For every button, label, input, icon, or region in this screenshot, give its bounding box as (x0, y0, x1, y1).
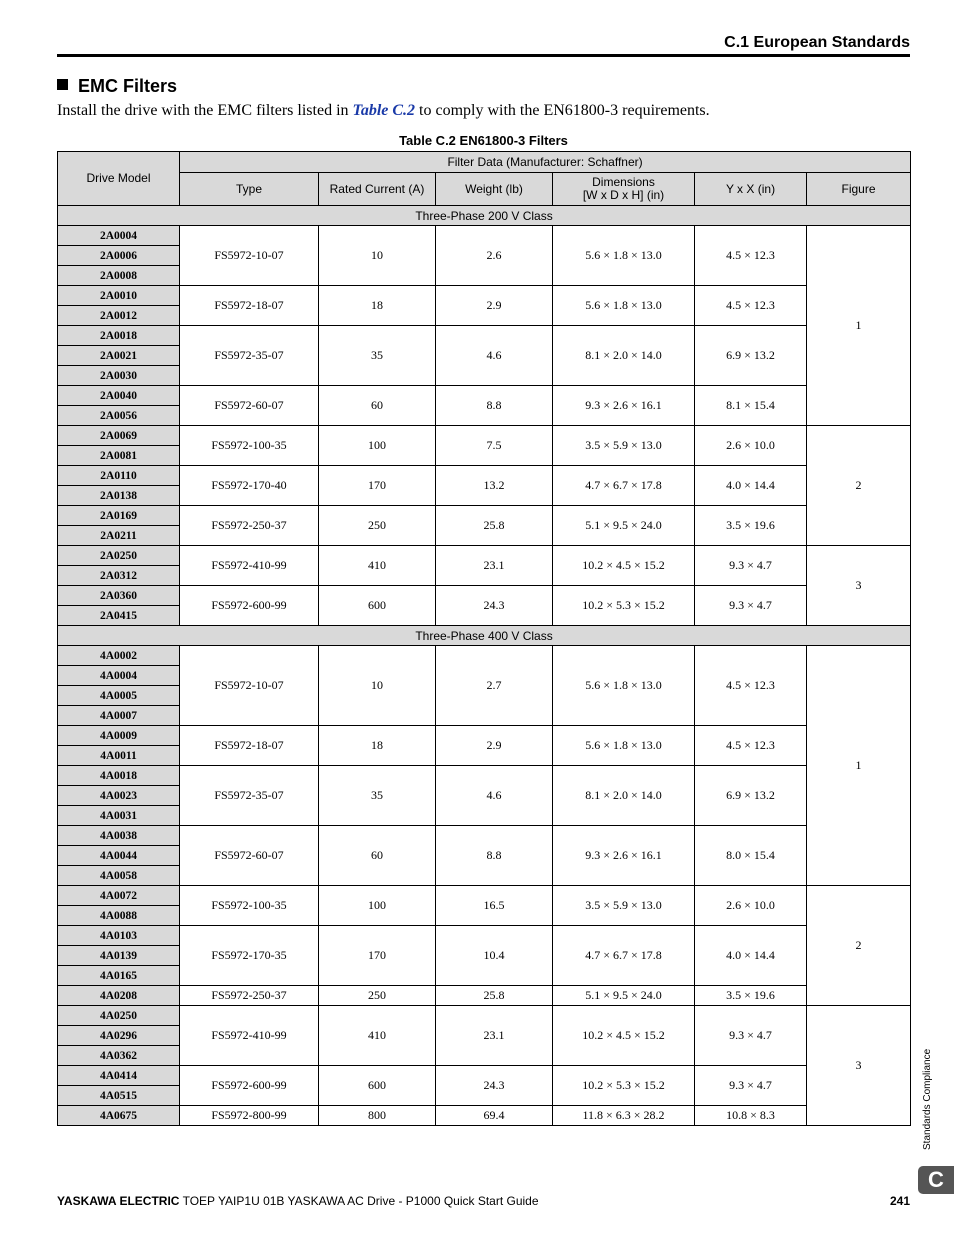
yx-cell: 4.5 × 12.3 (695, 286, 807, 326)
yx-cell: 4.0 × 14.4 (695, 466, 807, 506)
rated-current-cell: 100 (319, 426, 436, 466)
drive-model-cell: 4A0002 (58, 646, 180, 666)
drive-model-cell: 2A0012 (58, 306, 180, 326)
table-row (58, 426, 911, 446)
drive-model-cell: 4A0023 (58, 786, 180, 806)
table-row (58, 826, 911, 846)
yx-cell: 4.5 × 12.3 (695, 726, 807, 766)
dimensions-cell: 10.2 × 5.3 × 15.2 (553, 586, 695, 626)
yx-cell: 6.9 × 13.2 (695, 326, 807, 386)
yx-cell: 9.3 × 4.7 (695, 546, 807, 586)
header-dimensions-line2: [W x D x H] (in) (582, 188, 665, 202)
yx-cell: 2.6 × 10.0 (695, 426, 807, 466)
weight-cell: 4.6 (436, 326, 553, 386)
dimensions-cell: 5.6 × 1.8 × 13.0 (553, 726, 695, 766)
table-row (58, 766, 911, 786)
drive-model-cell: 4A0208 (58, 986, 180, 1006)
filter-type-cell: FS5972-35-07 (180, 326, 319, 386)
drive-model-cell: 4A0296 (58, 1026, 180, 1046)
filter-type-cell: FS5972-10-07 (180, 646, 319, 726)
rated-current-cell: 600 (319, 1066, 436, 1106)
section-heading (57, 76, 177, 97)
table-row (58, 386, 911, 406)
dimensions-cell: 9.3 × 2.6 × 16.1 (553, 826, 695, 886)
drive-model-cell: 4A0515 (58, 1086, 180, 1106)
drive-model-cell: 4A0362 (58, 1046, 180, 1066)
rated-current-cell: 800 (319, 1106, 436, 1126)
drive-model-cell: 2A0018 (58, 326, 180, 346)
header-weight: Weight (lb) (436, 173, 553, 206)
yx-cell: 10.8 × 8.3 (695, 1106, 807, 1126)
rated-current-cell: 35 (319, 326, 436, 386)
table-row (58, 1106, 911, 1126)
rated-current-cell: 60 (319, 386, 436, 426)
table-row (58, 926, 911, 946)
table-row (58, 986, 911, 1006)
dimensions-cell: 5.1 × 9.5 × 24.0 (553, 506, 695, 546)
table-row (58, 226, 911, 246)
table-row (58, 1006, 911, 1026)
drive-model-cell: 2A0030 (58, 366, 180, 386)
weight-cell: 2.9 (436, 726, 553, 766)
heading-text: EMC Filters (78, 76, 178, 96)
side-tab-label: Standards Compliance (922, 1048, 933, 1150)
drive-model-cell: 2A0415 (58, 606, 180, 626)
weight-cell: 16.5 (436, 886, 553, 926)
weight-cell: 69.4 (436, 1106, 553, 1126)
drive-model-cell: 2A0169 (58, 506, 180, 526)
chapter-tab[interactable]: C (918, 1166, 954, 1194)
rated-current-cell: 100 (319, 886, 436, 926)
header-dimensions (553, 173, 695, 206)
drive-model-cell: 2A0056 (58, 406, 180, 426)
drive-model-cell: 2A0040 (58, 386, 180, 406)
intro-paragraph (57, 102, 710, 120)
drive-model-cell: 4A0250 (58, 1006, 180, 1026)
drive-model-cell: 4A0009 (58, 726, 180, 746)
dimensions-cell: 3.5 × 5.9 × 13.0 (553, 426, 695, 466)
yx-cell: 4.5 × 12.3 (695, 226, 807, 286)
yx-cell: 4.0 × 14.4 (695, 926, 807, 986)
drive-model-cell: 2A0010 (58, 286, 180, 306)
emc-filters-table (57, 151, 911, 1126)
filter-type-cell: FS5972-100-35 (180, 426, 319, 466)
drive-model-cell: 4A0088 (58, 906, 180, 926)
table-row (58, 466, 911, 486)
weight-cell: 10.4 (436, 926, 553, 986)
drive-model-cell: 4A0038 (58, 826, 180, 846)
header-drive-model: Drive Model (58, 152, 180, 206)
rated-current-cell: 250 (319, 506, 436, 546)
drive-model-cell: 4A0031 (58, 806, 180, 826)
drive-model-cell: 4A0675 (58, 1106, 180, 1126)
weight-cell: 8.8 (436, 386, 553, 426)
drive-model-cell: 2A0360 (58, 586, 180, 606)
voltage-class-label: Three-Phase 400 V Class (58, 626, 911, 646)
section-header: C.1 European Standards (724, 34, 910, 51)
filter-type-cell: FS5972-170-40 (180, 466, 319, 506)
rated-current-cell: 410 (319, 546, 436, 586)
yx-cell: 9.3 × 4.7 (695, 1006, 807, 1066)
rated-current-cell: 250 (319, 986, 436, 1006)
rated-current-cell: 170 (319, 466, 436, 506)
drive-model-cell: 4A0044 (58, 846, 180, 866)
header-filter-data: Filter Data (Manufacturer: Schaffner) (180, 152, 911, 173)
drive-model-cell: 2A0138 (58, 486, 180, 506)
header-dimensions-line1: Dimensions (592, 175, 655, 189)
drive-model-cell: 4A0165 (58, 966, 180, 986)
drive-model-cell: 4A0058 (58, 866, 180, 886)
drive-model-cell: 2A0006 (58, 246, 180, 266)
table-row (58, 326, 911, 346)
yx-cell: 3.5 × 19.6 (695, 986, 807, 1006)
dimensions-cell: 5.6 × 1.8 × 13.0 (553, 226, 695, 286)
table-row (58, 506, 911, 526)
rated-current-cell: 600 (319, 586, 436, 626)
figure-cell: 2 (807, 426, 911, 546)
weight-cell: 23.1 (436, 1006, 553, 1066)
figure-cell: 3 (807, 1006, 911, 1126)
yx-cell: 6.9 × 13.2 (695, 766, 807, 826)
weight-cell: 24.3 (436, 1066, 553, 1106)
voltage-class-row (58, 626, 911, 646)
filter-type-cell: FS5972-410-99 (180, 1006, 319, 1066)
filter-type-cell: FS5972-18-07 (180, 726, 319, 766)
weight-cell: 4.6 (436, 766, 553, 826)
page-number: 241 (889, 1194, 910, 1208)
dimensions-cell: 4.7 × 6.7 × 17.8 (553, 926, 695, 986)
yx-cell: 8.1 × 15.4 (695, 386, 807, 426)
dimensions-cell: 8.1 × 2.0 × 14.0 (553, 766, 695, 826)
dimensions-cell: 10.2 × 5.3 × 15.2 (553, 1066, 695, 1106)
table-row (58, 546, 911, 566)
drive-model-cell: 2A0021 (58, 346, 180, 366)
dimensions-cell: 9.3 × 2.6 × 16.1 (553, 386, 695, 426)
intro-text-before: Install the drive with the EMC filters listed in (57, 102, 353, 119)
drive-model-cell: 4A0139 (58, 946, 180, 966)
dimensions-cell: 3.5 × 5.9 × 13.0 (553, 886, 695, 926)
rated-current-cell: 18 (319, 286, 436, 326)
filter-type-cell: FS5972-18-07 (180, 286, 319, 326)
filter-type-cell: FS5972-800-99 (180, 1106, 319, 1126)
voltage-class-row (58, 206, 911, 226)
header-yx: Y x X (in) (695, 173, 807, 206)
drive-model-cell: 2A0081 (58, 446, 180, 466)
yx-cell: 9.3 × 4.7 (695, 1066, 807, 1106)
drive-model-cell: 4A0004 (58, 666, 180, 686)
filter-type-cell: FS5972-60-07 (180, 386, 319, 426)
filter-type-cell: FS5972-170-35 (180, 926, 319, 986)
weight-cell: 7.5 (436, 426, 553, 466)
table-row (58, 646, 911, 666)
figure-cell: 1 (807, 226, 911, 426)
yx-cell: 2.6 × 10.0 (695, 886, 807, 926)
header-rule (57, 54, 910, 57)
drive-model-cell: 4A0005 (58, 686, 180, 706)
dimensions-cell: 4.7 × 6.7 × 17.8 (553, 466, 695, 506)
weight-cell: 2.7 (436, 646, 553, 726)
footer-brand: YASKAWA ELECTRIC (57, 1194, 180, 1208)
filter-type-cell: FS5972-600-99 (180, 586, 319, 626)
drive-model-cell: 4A0414 (58, 1066, 180, 1086)
drive-model-cell: 4A0072 (58, 886, 180, 906)
footer-doc-title: TOEP YAIP1U 01B YASKAWA AC Drive - P1000 Quick Start Guide (179, 1194, 539, 1208)
square-bullet-icon (57, 79, 68, 90)
drive-model-cell: 2A0250 (58, 546, 180, 566)
rated-current-cell: 60 (319, 826, 436, 886)
weight-cell: 13.2 (436, 466, 553, 506)
yx-cell: 4.5 × 12.3 (695, 646, 807, 726)
filter-type-cell: FS5972-250-37 (180, 506, 319, 546)
weight-cell: 25.8 (436, 506, 553, 546)
table-reference-link[interactable]: Table C.2 (352, 102, 416, 119)
header-rated-current: Rated Current (A) (319, 173, 436, 206)
drive-model-cell: 4A0018 (58, 766, 180, 786)
filter-type-cell: FS5972-410-99 (180, 546, 319, 586)
drive-model-cell: 4A0011 (58, 746, 180, 766)
drive-model-cell: 2A0008 (58, 266, 180, 286)
header-figure: Figure (807, 173, 911, 206)
weight-cell: 25.8 (436, 986, 553, 1006)
filter-type-cell: FS5972-10-07 (180, 226, 319, 286)
rated-current-cell: 170 (319, 926, 436, 986)
drive-model-cell: 2A0110 (58, 466, 180, 486)
dimensions-cell: 8.1 × 2.0 × 14.0 (553, 326, 695, 386)
weight-cell: 8.8 (436, 826, 553, 886)
filter-type-cell: FS5972-35-07 (180, 766, 319, 826)
weight-cell: 2.9 (436, 286, 553, 326)
figure-cell: 2 (807, 886, 911, 1006)
filter-type-cell: FS5972-600-99 (180, 1066, 319, 1106)
drive-model-cell: 4A0103 (58, 926, 180, 946)
dimensions-cell: 5.1 × 9.5 × 24.0 (553, 986, 695, 1006)
intro-text-after: to comply with the EN61800-3 requirements. (415, 102, 710, 119)
drive-model-cell: 2A0069 (58, 426, 180, 446)
filter-type-cell: FS5972-100-35 (180, 886, 319, 926)
yx-cell: 8.0 × 15.4 (695, 826, 807, 886)
drive-model-cell: 4A0007 (58, 706, 180, 726)
dimensions-cell: 10.2 × 4.5 × 15.2 (553, 1006, 695, 1066)
yx-cell: 3.5 × 19.6 (695, 506, 807, 546)
rated-current-cell: 35 (319, 766, 436, 826)
table-row (58, 286, 911, 306)
table-row (58, 1066, 911, 1086)
filter-type-cell: FS5972-60-07 (180, 826, 319, 886)
figure-cell: 3 (807, 546, 911, 626)
figure-cell: 1 (807, 646, 911, 886)
drive-model-cell: 2A0004 (58, 226, 180, 246)
table-row (58, 886, 911, 906)
weight-cell: 23.1 (436, 546, 553, 586)
weight-cell: 2.6 (436, 226, 553, 286)
dimensions-cell: 5.6 × 1.8 × 13.0 (553, 286, 695, 326)
rated-current-cell: 10 (319, 226, 436, 286)
dimensions-cell: 5.6 × 1.8 × 13.0 (553, 646, 695, 726)
table-row (58, 726, 911, 746)
table-body (58, 206, 911, 1126)
yx-cell: 9.3 × 4.7 (695, 586, 807, 626)
rated-current-cell: 10 (319, 646, 436, 726)
drive-model-cell: 2A0312 (58, 566, 180, 586)
dimensions-cell: 11.8 × 6.3 × 28.2 (553, 1106, 695, 1126)
rated-current-cell: 410 (319, 1006, 436, 1066)
filter-type-cell: FS5972-250-37 (180, 986, 319, 1006)
weight-cell: 24.3 (436, 586, 553, 626)
header-type: Type (180, 173, 319, 206)
voltage-class-label: Three-Phase 200 V Class (58, 206, 911, 226)
footer-document-info (57, 1194, 539, 1208)
table-caption: Table C.2 EN61800-3 Filters (399, 133, 568, 148)
dimensions-cell: 10.2 × 4.5 × 15.2 (553, 546, 695, 586)
table-row (58, 586, 911, 606)
drive-model-cell: 2A0211 (58, 526, 180, 546)
rated-current-cell: 18 (319, 726, 436, 766)
